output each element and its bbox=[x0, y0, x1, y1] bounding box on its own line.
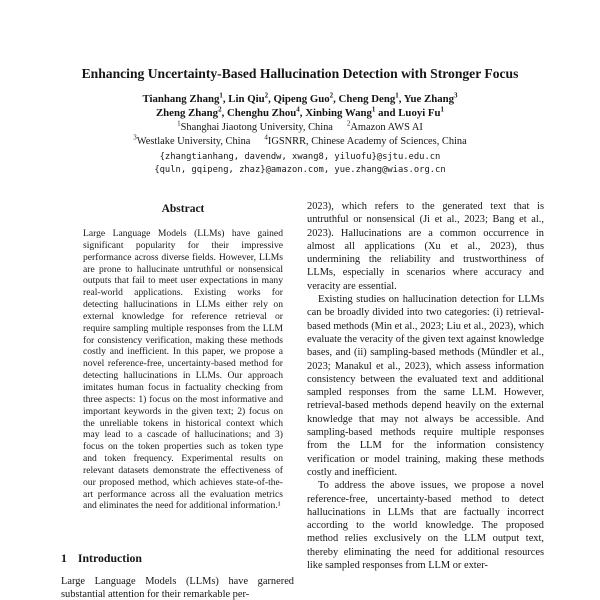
author: , Yue Zhang$^3$ bbox=[398, 91, 458, 105]
author-superscript: 3 bbox=[454, 91, 458, 100]
section-number: 1 bbox=[61, 551, 67, 565]
introduction-section bbox=[61, 551, 294, 600]
author-superscript: 4 bbox=[296, 105, 300, 114]
author: Tianhang Zhang$^1$ bbox=[142, 91, 223, 105]
affiliation-superscript: 1 bbox=[177, 119, 181, 128]
abstract-heading: Abstract bbox=[161, 203, 205, 215]
authors-line-1 bbox=[0, 92, 600, 106]
section-title: Introduction bbox=[77, 551, 142, 565]
author-superscript: 1 bbox=[219, 91, 223, 100]
email-line: {zhangtianhang, davendw, xwang8, yiluofu}@sjtu.edu.cn bbox=[159, 152, 441, 162]
introduction-heading bbox=[61, 551, 294, 566]
affiliation-superscript: 4 bbox=[264, 133, 268, 142]
affiliation: $^1$Shanghai Jiaotong University, China bbox=[177, 119, 333, 133]
authors-block bbox=[0, 92, 600, 120]
author: , Xinbing Wang$^1$ bbox=[299, 105, 376, 119]
affiliations-line-2 bbox=[0, 135, 600, 149]
body-paragraph: To address the above issues, we propose a novel reference-free, uncertainty-based method to detect hallucinations in LLMs that are factually incorrect according to the world knowledge. The proposed method relies exclusively on the LLM output text, thereby eliminating the need for additional resources like sampled responses from LLM or exter- bbox=[307, 480, 544, 572]
affiliation: $^4$IGSNRR, Chinese Academy of Sciences, China bbox=[264, 133, 467, 147]
author: , Qipeng Guo$^2$ bbox=[268, 91, 334, 105]
author-superscript: 1 bbox=[371, 105, 376, 114]
author: and Luoyi Fu$^1$ bbox=[375, 105, 445, 119]
author-superscript: 2 bbox=[264, 91, 269, 100]
author-superscript: 1 bbox=[395, 91, 399, 100]
introduction-paragraph: Large Language Models (LLMs) have garnered substantial attention for their remarkable per- bbox=[61, 576, 294, 600]
abstract-section bbox=[83, 202, 283, 512]
affiliation: $^2$Amazon AWS AI bbox=[346, 119, 423, 133]
affiliation-superscript: 3 bbox=[133, 133, 137, 142]
affiliation-superscript: 2 bbox=[346, 119, 351, 128]
email-line: {quln, gqipeng, zhaz}@amazon.com, yue.zhang@wias.org.cn bbox=[154, 165, 446, 175]
affiliations-line-1 bbox=[0, 121, 600, 135]
affiliations-block bbox=[0, 121, 600, 148]
author-superscript: 1 bbox=[440, 105, 445, 114]
right-column bbox=[307, 200, 544, 600]
author: , Chenghu Zhou$^4$ bbox=[221, 105, 300, 119]
author: Zheng Zhang$^2$ bbox=[155, 105, 222, 119]
paper-header bbox=[0, 64, 600, 177]
affiliation: $^3$Westlake University, China bbox=[133, 133, 251, 147]
author-superscript: 2 bbox=[329, 91, 334, 100]
abstract-text: Large Language Models (LLMs) have gained significant popularity for their impressive performance across diverse fields. However, LLMs are prone to hallucinate untruthful or nonsensical outputs that fail to meet user expectations in many real-world applications. Existing works for detecting hallucinations in LLMs either rely on external knowledge for reference retrieval or require sampling multiple responses from the LLM for consistency verification, making these methods costly and inefficient. In this paper, we propose a novel reference-free, uncertainty-based method for detecting hallucinations in LLMs. Our approach imitates human focus in factuality checking from three aspects: 1) focus on the most informative and important keywords in the given text; 2) focus on the unreliable tokens in historical context which may lead to a cascade of hallucinations; and 3) focus on the token properties such as token type and token frequency. Experimental results on relevant datasets demonstrate the effectiveness of our proposed method, which achieves state-of-the-art performance across all the evaluation metrics and eliminates the need for additional information.¹ bbox=[83, 228, 283, 512]
body-paragraph: Existing studies on hallucination detection for LLMs can be broadly divided into two categories: (i) retrieval-based methods (Min et al., 2023; Liu et al., 2023), which evaluate the veracity of the given text against knowledge bases, and (ii) sampling-based methods (Mündler et al., 2023; Manakul et al., 2023), which assess information consistency between the evaluated text and additional sampled responses from the same LLM. However, retrieval-based methods depend heavily on the external knowledge that may not always be accessible. And sampling-based methods require multiple responses from the LLM for the information consistency verification or model training, making these methods costly and inefficient. bbox=[307, 294, 544, 478]
emails-block bbox=[0, 151, 600, 177]
paper-title: Enhancing Uncertainty-Based Hallucination Detection with Stronger Focus bbox=[81, 66, 519, 81]
author: , Cheng Deng$^1$ bbox=[333, 91, 399, 105]
authors-line-2 bbox=[0, 106, 600, 120]
body-paragraph: 2023), which refers to the generated text that is untruthful or nonsensical (Ji et al., 2023; Bang et al., 2023). Hallucinations are a common occurrence in almost all applications (Xu et al., 2023), thus undermining the reliability and trustworthiness of LLMs, especially in scenarios where accuracy and veracity are essential. bbox=[307, 201, 544, 292]
author-superscript: 2 bbox=[218, 105, 222, 114]
author: , Lin Qiu$^2$ bbox=[222, 91, 269, 105]
